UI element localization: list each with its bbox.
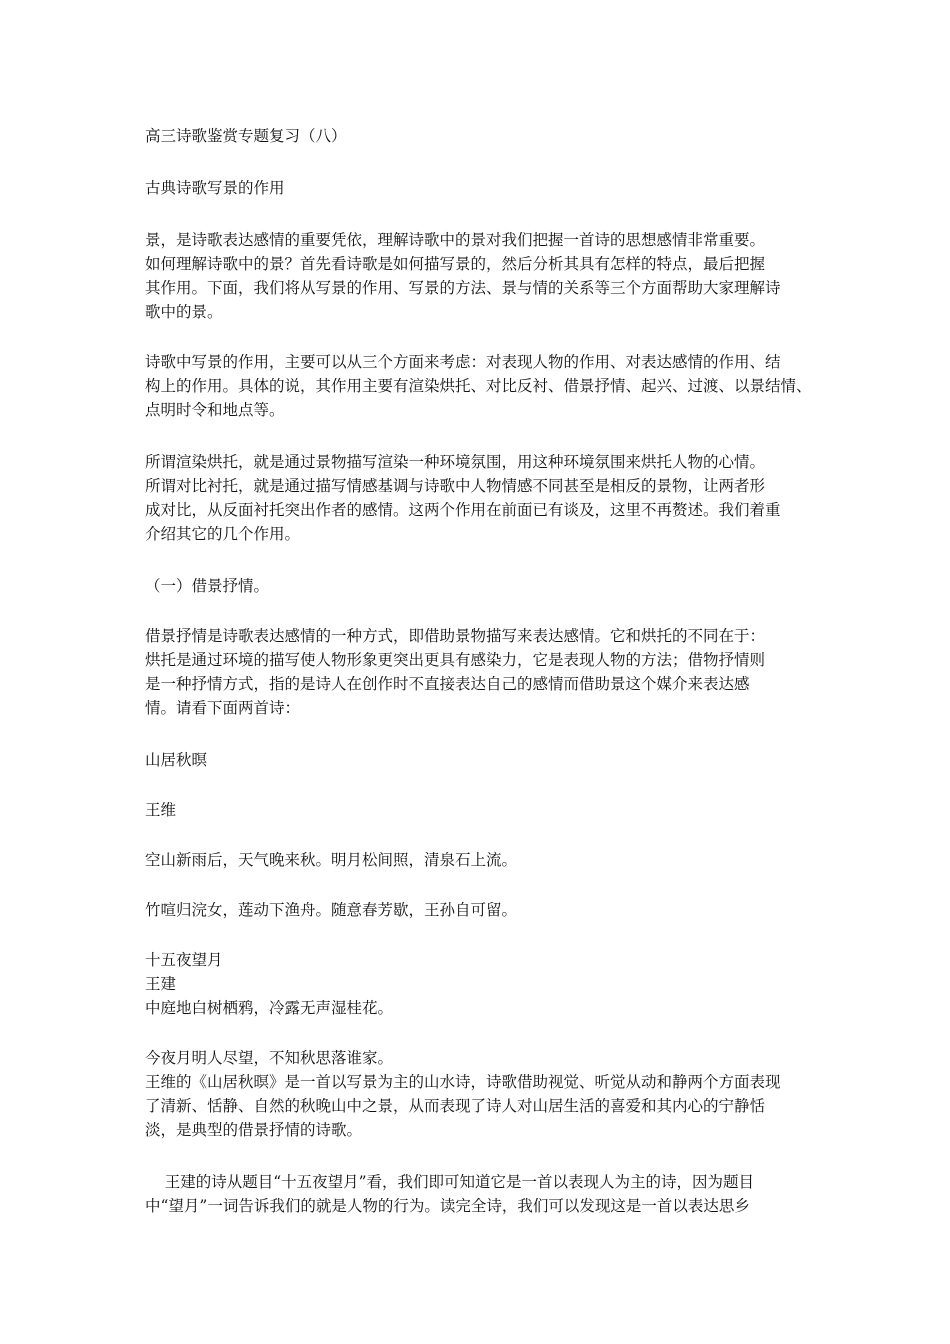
poem-title: 十五夜望月 <box>145 951 223 969</box>
poem-line: 今夜月明人尽望，不知秋思落谁家。 <box>145 1049 394 1067</box>
paragraph-line: 所谓渲染烘托，就是通过景物描写渲染一种环境氛围，用这种环境氛围来烘托人物的心情。 <box>145 453 766 471</box>
poem-author: 王维 <box>145 801 177 819</box>
poem-line: 空山新雨后，天气晚来秋。明月松间照，清泉石上流。 <box>145 851 518 869</box>
poem-title: 山居秋暝 <box>145 751 208 769</box>
paragraph-line: 成对比，从反面衬托突出作者的感情。这两个作用在前面已有谈及，这里不再赘述。我们着重 <box>145 501 781 519</box>
paragraph-line: 是一种抒情方式，指的是诗人在创作时不直接表达自己的感情而借助景这个媒介来表达感 <box>145 675 750 693</box>
intro-line: 如何理解诗歌中的景？首先看诗歌是如何描写景的，然后分析其具有怎样的特点，最后把握 <box>145 255 766 273</box>
paragraph-line: 情。请看下面两首诗： <box>145 699 301 717</box>
paragraph-line: 了清新、恬静、自然的秋晚山中之景，从而表现了诗人对山居生活的喜爱和其内心的宁静恬 <box>145 1097 766 1115</box>
paragraph-line: 点明时令和地点等。 <box>145 401 285 419</box>
paragraph-line: 淡，是典型的借景抒情的诗歌。 <box>145 1121 363 1139</box>
poem-line: 竹喧归浣女，莲动下渔舟。随意春芳歇，王孙自可留。 <box>145 901 518 919</box>
poem-author: 王建 <box>145 975 177 993</box>
intro-line: 景，是诗歌表达感情的重要凭依，理解诗歌中的景对我们把握一首诗的思想感情非常重要。 <box>145 231 766 249</box>
paragraph-line: 烘托是通过环境的描写使人物形象更突出更具有感染力，它是表现人物的方法；借物抒情则 <box>145 651 766 669</box>
paragraph-line: 所谓对比衬托，就是通过描写情感基调与诗歌中人物情感不同甚至是相反的景物，让两者形 <box>145 477 766 495</box>
paragraph-line: 构上的作用。具体的说，其作用主要有渲染烘托、对比反衬、借景抒情、起兴、过渡、以景结情、 <box>145 377 812 395</box>
paragraph-line: 诗歌中写景的作用，主要可以从三个方面来考虑：对表现人物的作用、对表达感情的作用、结 <box>145 353 781 371</box>
section-heading: （一）借景抒情。 <box>145 577 270 595</box>
paragraph-line: 王维的《山居秋暝》是一首以写景为主的山水诗，诗歌借助视觉、听觉从动和静两个方面表现 <box>145 1073 781 1091</box>
intro-line: 歌中的景。 <box>145 303 223 321</box>
paragraph-line: 王建的诗从题目“十五夜望月”看，我们即可知道它是一首以表现人为主的诗，因为题目 <box>145 1173 755 1191</box>
document-subtitle: 古典诗歌写景的作用 <box>145 179 285 197</box>
paragraph-line: 中“望月”一词告诉我们的就是人物的行为。读完全诗，我们可以发现这是一首以表达思乡 <box>145 1197 750 1215</box>
intro-line: 其作用。下面，我们将从写景的作用、写景的方法、景与情的关系等三个方面帮助大家理解诗 <box>145 279 781 297</box>
paragraph-line: 介绍其它的几个作用。 <box>145 525 301 543</box>
document-title: 高三诗歌鉴赏专题复习（八） <box>145 127 347 145</box>
paragraph-line: 借景抒情是诗歌表达感情的一种方式，即借助景物描写来表达感情。它和烘托的不同在于： <box>145 627 766 645</box>
poem-line: 中庭地白树栖鸦，冷露无声湿桂花。 <box>145 999 394 1017</box>
